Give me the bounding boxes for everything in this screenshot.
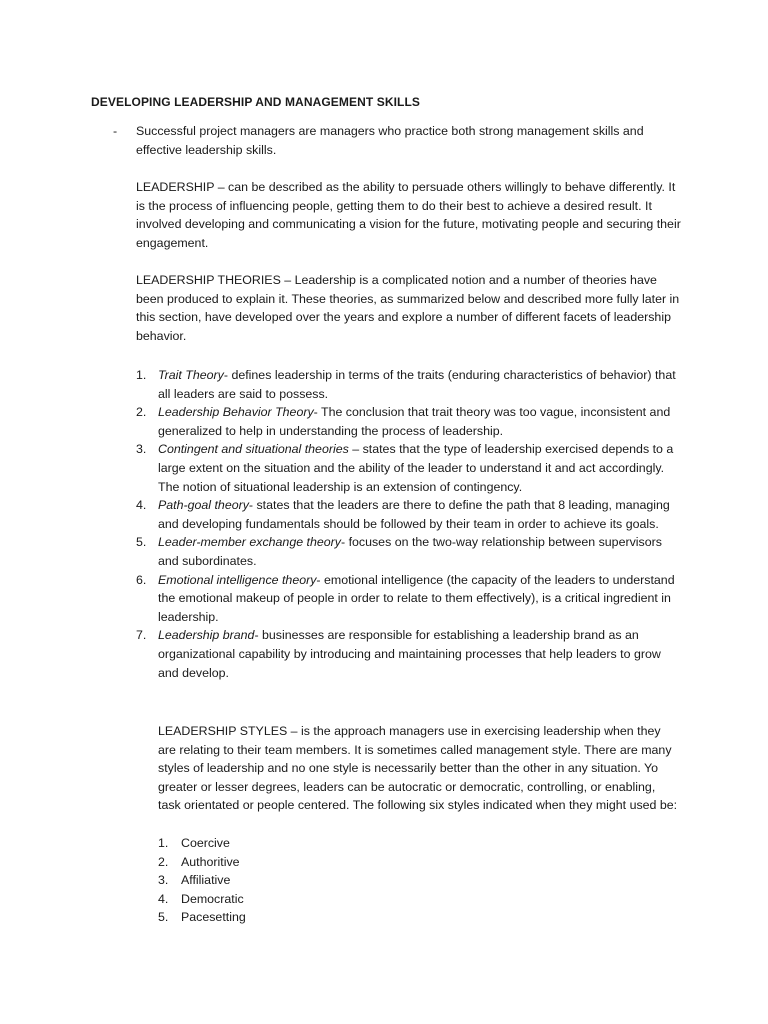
list-item xyxy=(136,533,681,570)
list-number: 4. xyxy=(158,891,169,906)
list-number: 4. xyxy=(136,498,147,513)
list-item xyxy=(136,440,681,496)
style-label: Democratic xyxy=(181,891,244,906)
theory-term: Leader-member exchange theory xyxy=(158,535,341,550)
list-number: 1. xyxy=(136,368,147,382)
list-item xyxy=(158,871,246,890)
list-number: 6. xyxy=(136,572,147,587)
theory-text: - businesses are responsible for establishing a leadership brand as an organizational capability by introducing and maintaining processes that help leaders to grow and develop. xyxy=(158,628,661,680)
list-number: 1. xyxy=(158,836,169,850)
intro-paragraph: Successful project managers are managers who practice both strong management skills and effective leadership skills. xyxy=(136,124,644,157)
list-item xyxy=(136,626,681,682)
list-number: 5. xyxy=(136,535,147,550)
list-number: 3. xyxy=(158,873,169,888)
list-item xyxy=(158,908,246,927)
list-item xyxy=(158,853,246,872)
list-number: 5. xyxy=(158,910,169,925)
theory-term: Leadership Behavior Theory xyxy=(158,405,314,420)
list-number: 2. xyxy=(136,405,147,420)
theory-text: - states that the leaders are there to define the path that 8 leading, managing and developing fundamentals should be followed by their team in order to achieve its goals. xyxy=(158,498,670,531)
document-title: DEVELOPING LEADERSHIP AND MANAGEMENT SKILLS xyxy=(91,95,420,109)
list-number: 2. xyxy=(158,854,169,869)
list-item xyxy=(136,403,681,440)
leadership-styles-paragraph: LEADERSHIP STYLES – is the approach managers use in exercising leadership when they are relating to their team members. It is sometimes called management style. There are many styles of leadership and no one style is necessarily better than the other in any situation. Yo greater or lesser degrees, leaders can be autocratic or democratic, controlling, or enabling, task orientated or people centered. The following six styles indicated when they might used be: xyxy=(158,724,678,813)
list-number: 7. xyxy=(136,628,147,643)
theory-text: - defines leadership in terms of the traits (enduring characteristics of behavior) that all leaders are said to possess. xyxy=(158,368,676,401)
style-label: Affiliative xyxy=(181,873,231,888)
theory-term: Emotional intelligence theory xyxy=(158,572,317,587)
theory-text: - The conclusion that trait theory was too vague, inconsistent and generalized to help in understanding the process of leadership. xyxy=(158,405,671,438)
leadership-paragraph: LEADERSHIP – can be described as the ability to persuade others willingly to behave differently. It is the process of influencing people, getting them to do their best to achieve a desired result. It involved developing and communicating a vision for the future, motivating people and securing their engagement. xyxy=(136,180,681,250)
theory-text: - focuses on the two-way relationship between supervisors and subordinates. xyxy=(158,535,662,568)
styles-list xyxy=(158,834,246,927)
list-item xyxy=(158,834,246,853)
leadership-theories-paragraph: LEADERSHIP THEORIES – Leadership is a complicated notion and a number of theories have been produced to explain it. These theories, as summarized below and described more fully later in this section, have developed over the years and explore a number of different facets of leadership behavior. xyxy=(136,273,680,343)
theory-term: Contingent and situational theories xyxy=(158,442,349,457)
theory-term: Leadership brand xyxy=(158,628,255,643)
theory-term: Trait Theory xyxy=(158,368,224,382)
list-item xyxy=(136,496,681,533)
style-label: Pacesetting xyxy=(181,910,246,925)
list-item xyxy=(158,890,246,909)
list-item xyxy=(136,366,681,403)
theory-term: Path-goal theory xyxy=(158,498,249,513)
list-number: 3. xyxy=(136,442,147,457)
style-label: Authoritive xyxy=(181,854,240,869)
theory-list xyxy=(136,366,681,682)
bullet-marker: - xyxy=(113,124,118,138)
style-label: Coercive xyxy=(181,836,230,850)
theory-text: - emotional intelligence (the capacity of the leaders to understand the emotional makeup of people in order to relate to them effectively), is a critical ingredient in leadership. xyxy=(158,572,675,624)
theory-text: – states that the type of leadership exercised depends to a large extent on the situation and the ability of the leader to understand it and act accordingly. The notion of situational leadership is an extension of contingency. xyxy=(158,442,674,494)
list-item xyxy=(136,571,681,627)
